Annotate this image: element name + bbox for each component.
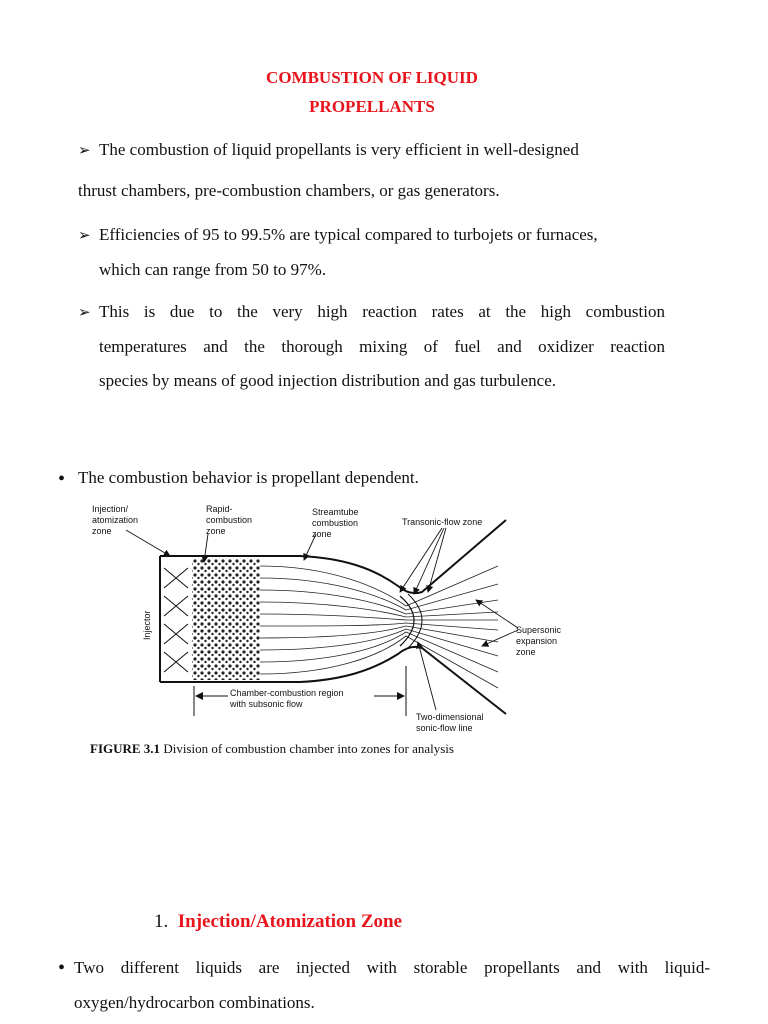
label-injection-1: Injection/: [92, 504, 129, 514]
label-streamtube-3: zone: [312, 529, 332, 539]
label-supersonic-3: zone: [516, 647, 536, 657]
combustion-chamber-diagram: [88, 496, 648, 736]
paragraph-1-line-2: thrust chambers, pre-combustion chambers, or gas generators.: [78, 181, 500, 200]
injector-marks: [164, 568, 188, 672]
label-chamber-2: with subsonic flow: [230, 699, 303, 709]
streamtube-lines: [260, 566, 498, 688]
paragraph-2-line-1: Efficiencies of 95 to 99.5% are typical compared to turbojets or furnaces,: [99, 225, 598, 244]
label-rapid-1: Rapid-: [206, 504, 233, 514]
section-title: Injection/Atomization Zone: [177, 911, 403, 932]
section-number: 1.: [154, 911, 169, 932]
arrow-bullet-icon: ➢: [78, 228, 91, 244]
label-streamtube-2: combustion: [312, 518, 359, 528]
label-rapid-3: zone: [206, 526, 226, 536]
label-two-dimensional-1: Two-dimensional: [416, 712, 484, 722]
bullet-dot-icon: •: [58, 468, 66, 490]
label-transonic: Transonic-flow zone: [402, 517, 483, 527]
arrow-bullet-icon: ➢: [78, 143, 91, 159]
figure-caption: [90, 741, 454, 757]
section-line-1: Two different liquids are injected with storable propellants and with liquid-: [74, 958, 710, 977]
label-supersonic-1: Supersonic: [516, 625, 562, 635]
label-injector: Injector: [142, 610, 152, 640]
rapid-combustion-zone: [192, 558, 260, 680]
paragraph-3-line-2: temperatures and the thorough mixing of fuel and oxidizer reaction: [99, 337, 665, 356]
label-streamtube-1: Streamtube: [312, 507, 359, 517]
label-two-dimensional-2: sonic-flow line: [416, 723, 473, 733]
figure-caption-text: Division of combustion chamber into zones for analysis: [160, 741, 454, 756]
label-rapid-2: combustion: [206, 515, 253, 525]
label-supersonic-2: expansion: [516, 636, 558, 646]
behavior-line: The combustion behavior is propellant dependent.: [78, 468, 419, 487]
paragraph-3-line-1: This is due to the very high reaction rates at the high combustion: [99, 302, 665, 321]
label-chamber-1: Chamber-combustion region: [230, 688, 344, 698]
paragraph-2-line-2: which can range from 50 to 97%.: [99, 260, 327, 279]
paragraph-3-line-3: species by means of good injection distribution and gas turbulence.: [99, 371, 557, 390]
label-injection-3: zone: [92, 526, 112, 536]
section-heading: [154, 911, 402, 933]
page-title-line-1: COMBUSTION OF LIQUID: [266, 68, 478, 87]
arrow-bullet-icon: ➢: [78, 305, 91, 321]
page-title-line-2: PROPELLANTS: [309, 97, 435, 116]
section-line-2: oxygen/hydrocarbon combinations.: [74, 993, 315, 1012]
figure-caption-label: FIGURE 3.1: [90, 741, 161, 756]
label-injection-2: atomization: [92, 515, 139, 525]
paragraph-1-line-1: The combustion of liquid propellants is very efficient in well-designed: [99, 140, 579, 159]
bullet-dot-icon: •: [58, 957, 66, 979]
